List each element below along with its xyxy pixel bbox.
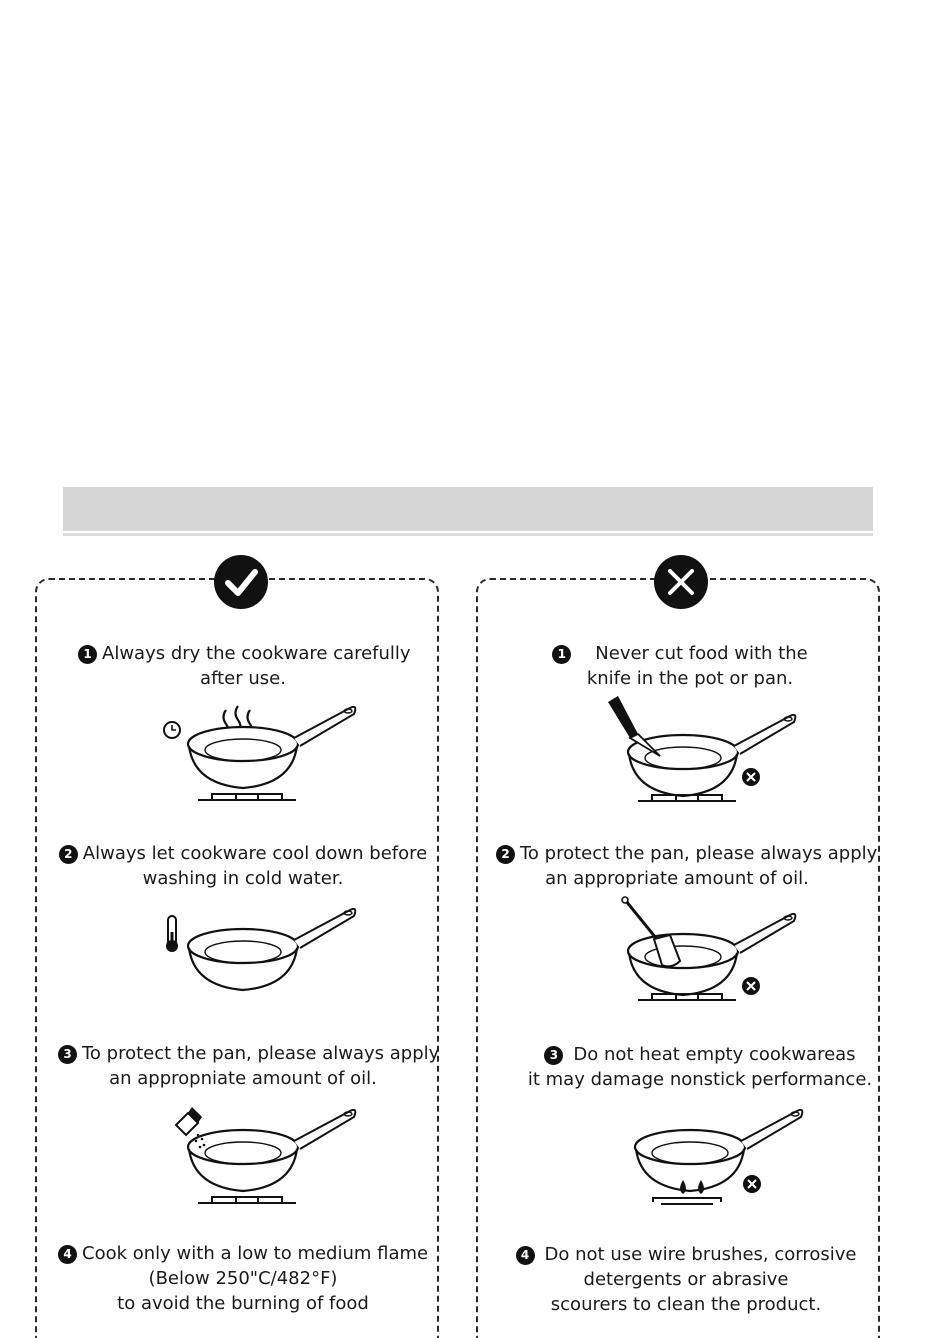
spatula-pan-illustration (598, 895, 838, 1010)
dont-item-1: 1 Never cut food with the knife in the pot or pan. (540, 641, 820, 691)
dont-item-4: 4 Do not use wire brushes, corrosive detergents or abrasive scourers to clean the product. (514, 1242, 858, 1317)
number-badge: 1 (552, 645, 571, 664)
dry-pan-illustration (158, 700, 398, 810)
number-badge: 2 (59, 845, 78, 864)
section-header-rule (63, 533, 873, 536)
cool-pan-illustration (158, 902, 398, 1012)
do-item-2: 2 Always let cookware cool down before washing in cold water. (58, 841, 428, 891)
dont-item-3: 3 Do not heat empty cookwareas it may damage nonstick performance. (527, 1044, 873, 1090)
cross-icon (654, 555, 708, 609)
section-header-bar (63, 487, 873, 531)
oil-pan-illustration (158, 1103, 398, 1213)
number-badge: 3 (544, 1046, 563, 1065)
number-badge: 3 (58, 1045, 77, 1064)
knife-pan-illustration (598, 696, 838, 811)
number-badge: 4 (516, 1246, 535, 1265)
empty-pan-flame-illustration (605, 1098, 845, 1213)
number-badge: 4 (58, 1245, 77, 1264)
do-item-3: 3 To protect the pan, please always apply an appropniate amount of oil. (58, 1041, 428, 1091)
number-badge: 2 (496, 845, 515, 864)
number-badge: 1 (78, 645, 97, 664)
dont-item-2: 2 To protect the pan, please always apply an appropriate amount of oil. (496, 841, 858, 891)
do-item-1: 1 Always dry the cookware carefully after use. (78, 641, 408, 691)
do-item-4: 4 Cook only with a low to medium flame (Below 250"C/482°F) to avoid the burning of food (58, 1241, 428, 1316)
check-icon (214, 555, 268, 609)
